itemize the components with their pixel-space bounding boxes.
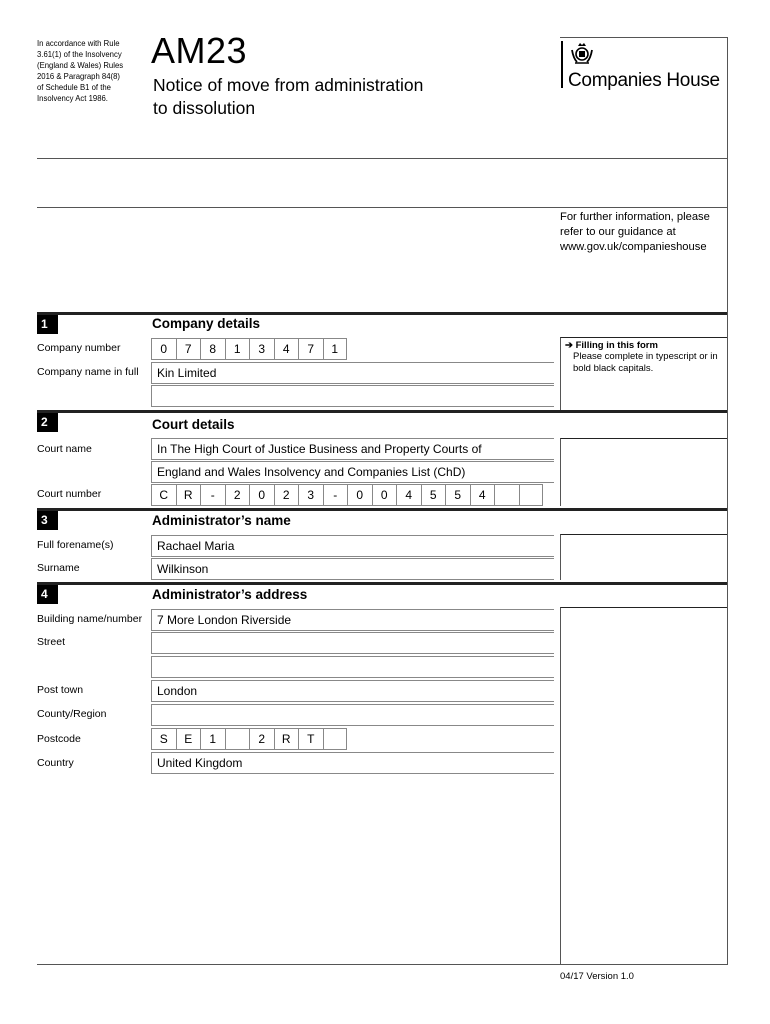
forenames-label: Full forename(s) xyxy=(37,539,114,551)
company-name-line2-input[interactable] xyxy=(151,385,554,407)
side-box-admin-name xyxy=(560,534,727,580)
postcode-input[interactable] xyxy=(151,728,347,750)
char-box[interactable]: 2 xyxy=(225,484,250,506)
surname-label: Surname xyxy=(37,562,80,574)
court-number-input[interactable] xyxy=(151,484,543,506)
building-label: Building name/number xyxy=(37,613,143,625)
char-box[interactable]: R xyxy=(176,484,201,506)
side-box-court xyxy=(560,438,727,506)
char-box[interactable]: 3 xyxy=(249,338,274,360)
char-box[interactable]: E xyxy=(176,728,201,750)
court-name-line2-input[interactable]: England and Wales Insolvency and Companies List (ChD) xyxy=(151,461,554,483)
court-name-label: Court name xyxy=(37,443,92,455)
char-box[interactable]: 7 xyxy=(176,338,201,360)
help-title: Filling in this form xyxy=(575,340,658,351)
surname-input[interactable]: Wilkinson xyxy=(151,558,554,580)
section-number-2: 2 xyxy=(37,413,58,432)
street-label: Street xyxy=(37,636,66,648)
forenames-input[interactable]: Rachael Maria xyxy=(151,535,554,557)
char-box[interactable]: 4 xyxy=(274,338,299,360)
char-box[interactable]: 5 xyxy=(421,484,446,506)
building-input[interactable]: 7 More London Riverside xyxy=(151,609,554,631)
char-box[interactable]: S xyxy=(151,728,176,750)
version-text: 04/17 Version 1.0 xyxy=(560,971,634,982)
legal-note: In accordance with Rule 3.61(1) of the Insolvency (England & Wales) Rules 2016 & Paragraph 84(8) of Schedule B1 of the Insolvency Act 1986. xyxy=(37,38,124,103)
char-box[interactable]: T xyxy=(298,728,323,750)
char-box[interactable]: 0 xyxy=(372,484,397,506)
char-box[interactable]: 2 xyxy=(249,728,274,750)
side-box-admin-address xyxy=(560,607,727,964)
char-box[interactable]: 0 xyxy=(249,484,274,506)
logo-divider xyxy=(561,41,563,88)
char-box[interactable]: 0 xyxy=(151,338,176,360)
char-box[interactable] xyxy=(323,728,348,750)
section-number-4: 4 xyxy=(37,585,58,604)
char-box[interactable]: 3 xyxy=(298,484,323,506)
country-label: Country xyxy=(37,757,74,769)
company-number-input[interactable] xyxy=(151,338,347,360)
court-name-line1-input[interactable]: In The High Court of Justice Business and Property Courts of xyxy=(151,438,554,460)
form-title-line2: to dissolution xyxy=(153,98,256,118)
section-number-1: 1 xyxy=(37,315,58,334)
post-town-input[interactable]: London xyxy=(151,680,554,702)
company-name-label: Company name in full xyxy=(37,366,139,378)
help-box xyxy=(560,337,727,410)
char-box[interactable]: 5 xyxy=(445,484,470,506)
section-title-court: Court details xyxy=(152,417,235,432)
country-input[interactable]: United Kingdom xyxy=(151,752,554,774)
royal-crest-icon xyxy=(569,40,595,70)
form-title-line1: Notice of move from administration xyxy=(153,75,424,95)
char-box[interactable]: 0 xyxy=(347,484,372,506)
company-name-input[interactable]: Kin Limited xyxy=(151,362,554,384)
char-box[interactable]: 4 xyxy=(470,484,495,506)
char-box[interactable]: - xyxy=(323,484,348,506)
court-number-label: Court number xyxy=(37,488,102,500)
char-box[interactable] xyxy=(494,484,519,506)
char-box[interactable]: 1 xyxy=(323,338,348,360)
char-box[interactable]: 4 xyxy=(396,484,421,506)
county-label: County/Region xyxy=(37,708,107,720)
char-box[interactable]: 1 xyxy=(225,338,250,360)
street-input[interactable] xyxy=(151,632,554,654)
county-input[interactable] xyxy=(151,704,554,726)
char-box[interactable]: R xyxy=(274,728,299,750)
help-text: Please complete in typescript or in bold black capitals. xyxy=(573,351,718,374)
section-title-company: Company details xyxy=(152,316,261,331)
section-title-admin-name: Administrator’s name xyxy=(152,513,291,528)
form-code: AM23 xyxy=(151,30,248,71)
char-box[interactable]: 7 xyxy=(298,338,323,360)
char-box[interactable]: - xyxy=(200,484,225,506)
company-number-label: Company number xyxy=(37,342,121,354)
section-number-3: 3 xyxy=(37,511,58,530)
char-box[interactable] xyxy=(519,484,544,506)
char-box[interactable]: C xyxy=(151,484,176,506)
form-title xyxy=(153,74,483,120)
street-line2-input[interactable] xyxy=(151,656,554,678)
char-box[interactable]: 1 xyxy=(200,728,225,750)
section-title-admin-address: Administrator’s address xyxy=(152,587,308,602)
guidance-text: For further information, please refer to our guidance at www.gov.uk/companieshouse xyxy=(560,211,710,253)
post-town-label: Post town xyxy=(37,684,84,696)
postcode-label: Postcode xyxy=(37,733,81,745)
char-box[interactable] xyxy=(225,728,250,750)
arrow-right-icon: ➔ xyxy=(565,340,576,351)
companies-house-logo-text: Companies House xyxy=(568,70,720,91)
char-box[interactable]: 8 xyxy=(200,338,225,360)
char-box[interactable]: 2 xyxy=(274,484,299,506)
